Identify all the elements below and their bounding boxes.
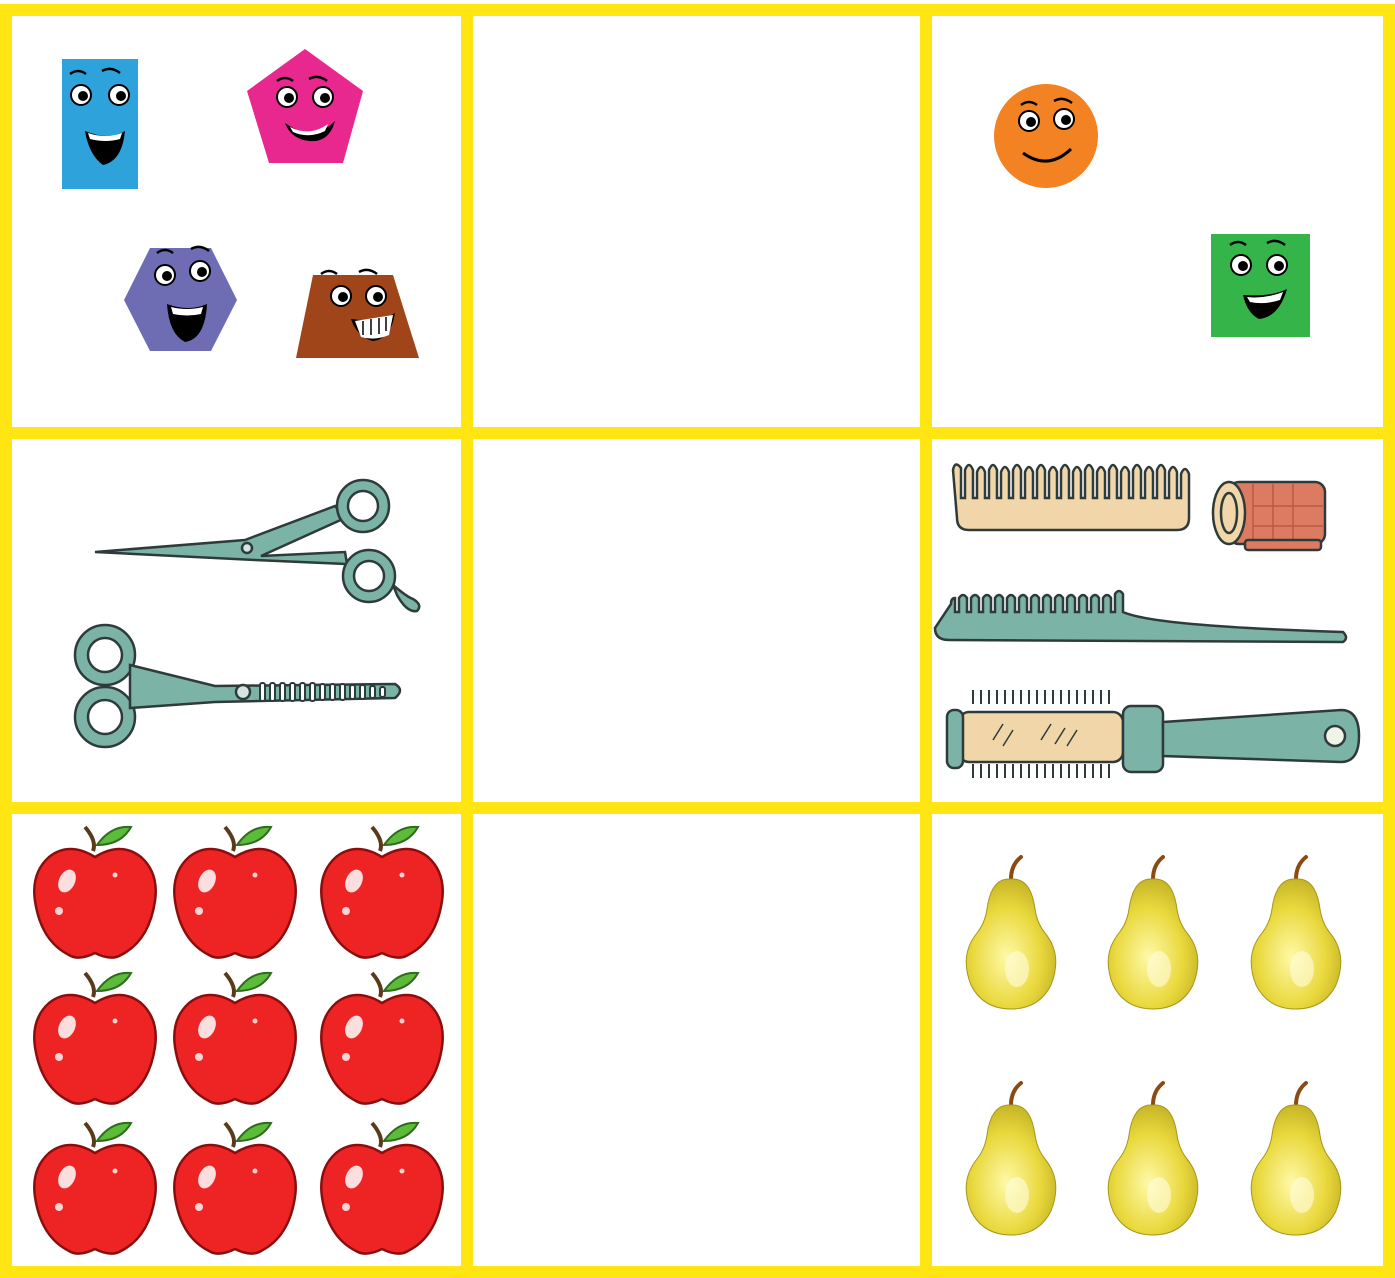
counting-worksheet <box>0 0 1395 1278</box>
yellow-grid-frame <box>0 0 1395 1278</box>
